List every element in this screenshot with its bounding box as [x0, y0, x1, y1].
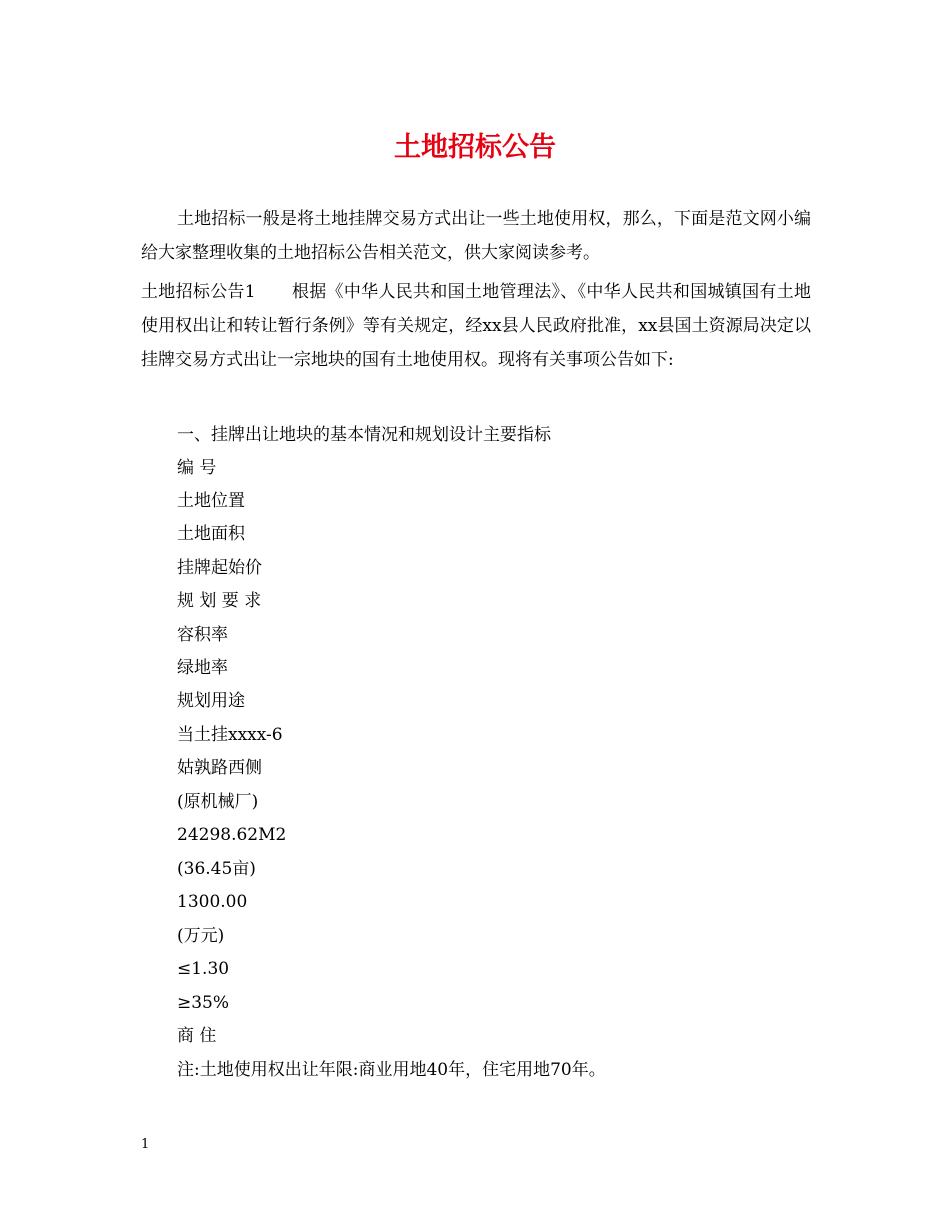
- table-value-location-note: (原机械厂): [177, 792, 259, 812]
- table-header-start-price: 挂牌起始价: [177, 558, 262, 578]
- table-header-green-ratio: 绿地率: [177, 658, 228, 678]
- table-value-usage: 商 住: [177, 1026, 217, 1046]
- document-title: 土地招标公告: [394, 132, 556, 163]
- notice-heading: 土地招标公告1: [141, 282, 256, 302]
- table-value-number: 当土挂xxxx-6: [177, 725, 283, 745]
- table-value-plot-ratio: ≤1.30: [177, 959, 230, 979]
- term-note: 注:土地使用权出让年限:商业用地40年，住宅用地70年。: [177, 1060, 606, 1080]
- table-value-price: 1300.00: [177, 892, 248, 912]
- table-header-area: 土地面积: [177, 524, 245, 544]
- table-header-location: 土地位置: [177, 491, 245, 511]
- table-value-location: 姑孰路西侧: [177, 758, 262, 778]
- table-value-area-mu: (36.45亩): [177, 859, 256, 879]
- page-number: 1: [141, 1137, 150, 1152]
- table-value-area: 24298.62M2: [177, 825, 287, 845]
- table-header-plot-ratio: 容积率: [177, 625, 228, 645]
- table-header-usage: 规划用途: [177, 691, 245, 711]
- table-value-green-ratio: ≥35%: [177, 993, 230, 1013]
- section-heading: 一、挂牌出让地块的基本情况和规划设计主要指标: [177, 425, 551, 445]
- table-header-planning: 规 划 要 求: [177, 591, 262, 611]
- notice-body: 根据《中华人民共和国土地管理法》、《中华人民共和国城镇国有土地使用权出让和转让暂行条例》等有关规定，经xx县人民政府批准，xx县国土资源局决定以挂牌交易方式出让一宗地块的国有土地使用权。现将有关事项公告如下:: [141, 282, 811, 370]
- table-header-number: 编 号: [177, 458, 217, 478]
- table-value-price-unit: (万元): [177, 926, 225, 946]
- notice-paragraph: [141, 275, 811, 377]
- intro-paragraph: 土地招标一般是将土地挂牌交易方式出让一些土地使用权，那么，下面是范文网小编给大家整理收集的土地招标公告相关范文，供大家阅读参考。: [141, 209, 811, 263]
